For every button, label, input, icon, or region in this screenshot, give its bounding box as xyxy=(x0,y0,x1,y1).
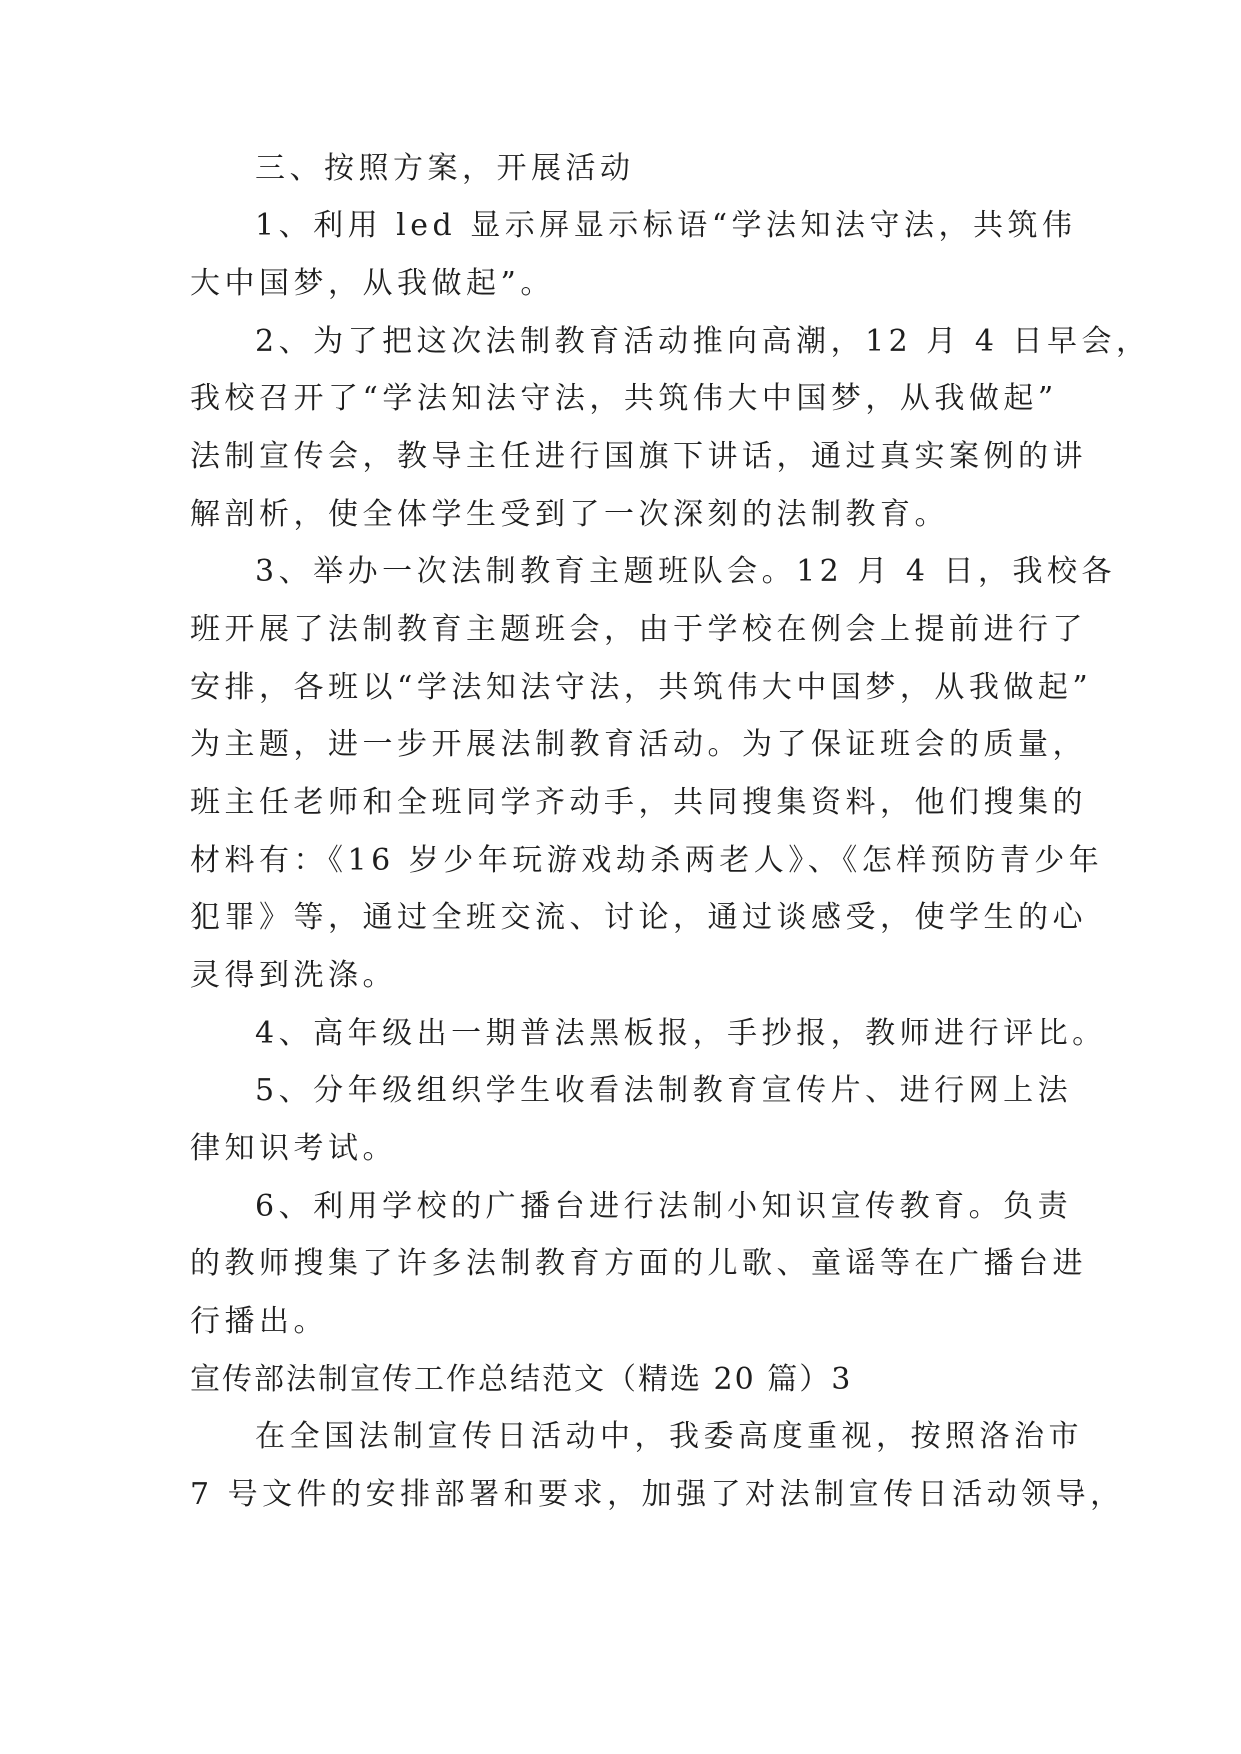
text-line: 班开展了法制教育主题班会，由于学校在例会上提前进行了 xyxy=(190,612,1087,647)
text-line: 律知识考试。 xyxy=(190,1131,397,1166)
text-line: 班主任老师和全班同学齐动手，共同搜集资料，他们搜集的 xyxy=(190,785,1087,820)
text-line: 材料有：《16 岁少年玩游戏劫杀两老人》、《怎样预防青少年 xyxy=(190,843,1104,878)
text-line: 1、利用 led 显示屏显示标语“学法知法守法，共筑伟 xyxy=(255,208,1077,243)
text-line: 2、为了把这次法制教育活动推向高潮，12 月 4 日早会， xyxy=(255,324,1151,359)
text-line: 安排，各班以“学法知法守法，共筑伟大中国梦，从我做起” xyxy=(190,670,1093,705)
text-line: 的教师搜集了许多法制教育方面的儿歌、童谣等在广播台进 xyxy=(190,1246,1087,1281)
section-heading: 三、按照方案，开展活动 xyxy=(255,151,635,186)
text-line: 我校召开了“学法知法守法，共筑伟大中国梦，从我做起” xyxy=(190,381,1058,416)
text-line: 7 号文件的安排部署和要求，加强了对法制宣传日活动领导， xyxy=(190,1477,1125,1512)
text-line: 在全国法制宣传日活动中，我委高度重视，按照洛治市 xyxy=(255,1419,1083,1454)
text-line: 为主题，进一步开展法制教育活动。为了保证班会的质量， xyxy=(190,727,1087,762)
text-line: 4、高年级出一期普法黑板报，手抄报，教师进行评比。 xyxy=(255,1016,1107,1051)
text-line: 3、举办一次法制教育主题班队会。12 月 4 日，我校各 xyxy=(255,554,1116,589)
text-line: 解剖析，使全体学生受到了一次深刻的法制教育。 xyxy=(190,497,949,532)
article-title: 宣传部法制宣传工作总结范文（精选 20 篇）3 xyxy=(190,1362,853,1397)
text-line: 大中国梦，从我做起”。 xyxy=(190,266,555,301)
text-line: 法制宣传会，教导主任进行国旗下讲话，通过真实案例的讲 xyxy=(190,439,1087,474)
text-line: 犯罪》等，通过全班交流、讨论，通过谈感受，使学生的心 xyxy=(190,900,1087,935)
text-line: 5、分年级组织学生收看法制教育宣传片、进行网上法 xyxy=(255,1073,1073,1108)
text-line: 6、利用学校的广播台进行法制小知识宣传教育。负责 xyxy=(255,1189,1073,1224)
text-line: 行播出。 xyxy=(190,1304,328,1339)
text-line: 灵得到洗涤。 xyxy=(190,958,397,993)
